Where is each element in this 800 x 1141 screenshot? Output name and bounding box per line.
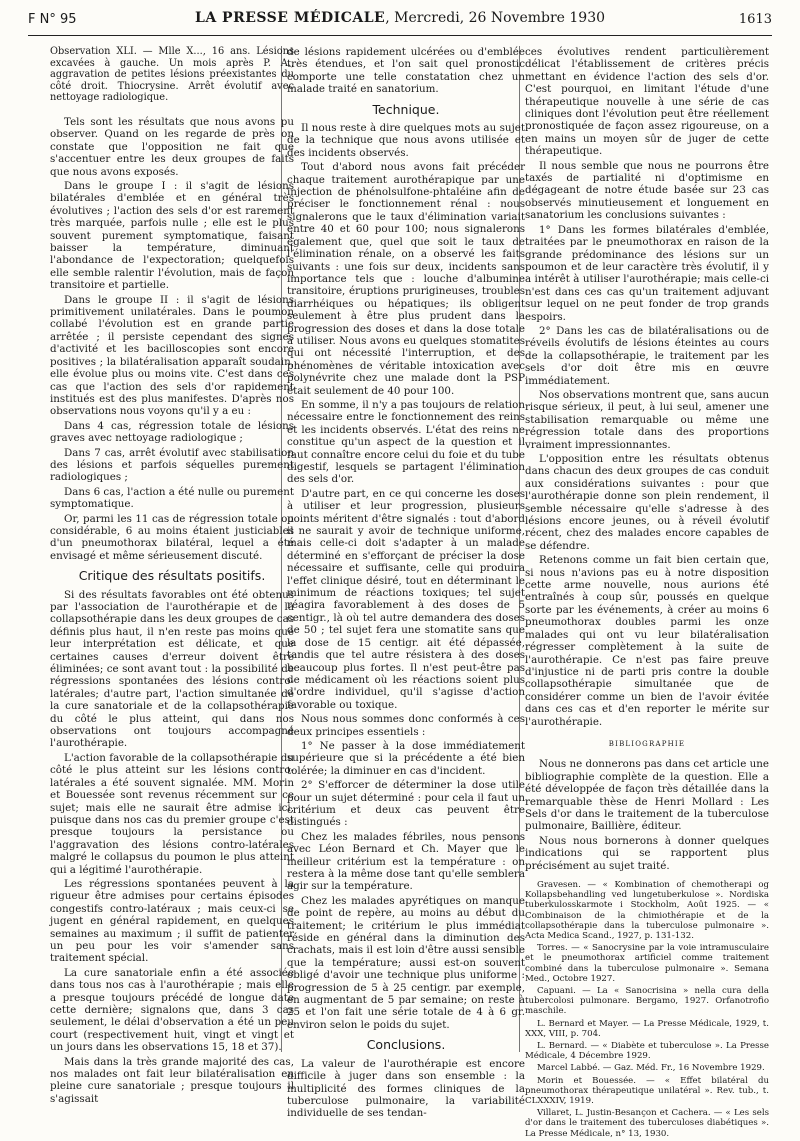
paragraph: D'autre part, en ce qui concerne les doses à utiliser et leur progression, plusieurs points méritent d'être signalés : tout d'abord il ne saurait y avoir de technique uniforme, mais celle-ci doit s'adapter à un malade déterminé en s'efforçant de préciser la dose nécessaire et suffisante, celle qui produira l'effet clinique désiré, tout en déterminant le minimum de réactions toxiques; tel sujet réagira favorablement à des doses de 5 centigr., là où tel autre demandera des doses de 50 ; tel sujet fera une stomatite sans que la dose de 15 centigr. ait été dépassée, tandis que tel autre résistera à des doses beaucoup plus fortes. Il n'est peut-être pas de médicament où les réactions soient plus d'ordre individuel, qu'il s'agisse d'action favorable ou toxique. xyxy=(287,487,525,711)
paragraph: Si des résultats favorables ont été obtenus par l'association de l'aurothérapie et de la collapsothérapie dans les deux groupes de cas définis plus haut, il n'en reste pas moins que leur interprétation est délicate, et que certaines causes d'erreur doivent être éliminées; ce sont avant tout : la possibilité de régressions spontanées des lésions contro-latérales; d'autre part, l'action simultanée de la cure sanatoriale et de la collapsothérapie du côté le plus atteint, qui dans nos observations ont toujours accompagné l'aurothérapie. xyxy=(50,588,294,750)
paragraph: L'opposition entre les résultats obtenus dans chacun des deux groupes de cas conduit aux considérations suivantes : pour que l'aurothérapie donne son plein rendement, il semble nécessaire qu'elle s'adresse à des lésions encore jeunes, ou à réveil évolutif récent, chez des malades encore capables de se défendre. xyxy=(525,453,769,552)
column-1 xyxy=(50,46,294,1107)
paragraph: Tels sont les résultats que nous avons pu observer. Quand on les regarde de près on constate que l'opposition ne fait que s'accentuer entre les deux groupes de faits que nous avons exposés. xyxy=(50,115,294,178)
page-number: 1613 xyxy=(738,12,772,27)
paragraph: L'action favorable de la collapsothérapie du côté le plus atteint sur les lésions contro-latérales a été souvent signalée. MM. Morin et Bouessée sont revenus récemment sur ce sujet; mais elle ne saurait être admise ici, puisque dans nos cas du premier groupe c'est presque toujours la persistance ou l'aggravation des lésions contro-latérales malgré le collapsus du poumon le plus atteint qui a légitimé l'aurothérapie. xyxy=(50,751,294,876)
paragraph: En somme, il n'y a pas toujours de relation nécessaire entre le fonctionnement des reins et les incidents observés. L'état des reins ne constitue qu'un aspect de la question et il faut connaître encore celui du foie et du tube digestif, lesquels se partagent l'élimination des sels d'or. xyxy=(287,398,525,486)
running-title xyxy=(28,10,772,26)
reference: Villaret, L. Justin-Besançon et Cachera. — « Les sels d'or dans le traitement des tuberculoses diabétiques ». La Presse Médicale, n° 13, 1930. xyxy=(525,1108,769,1139)
paragraph: Nous nous bornerons à donner quelques indications qui se rapportent plus précisément au sujet traité. xyxy=(525,834,769,872)
paragraph: Dans 7 cas, arrêt évolutif avec stabilisation des lésions et parfois séquelles purement radiologiques ; xyxy=(50,446,294,484)
section-heading: Critique des résultats positifs. xyxy=(78,568,266,584)
paragraph: Tout d'abord nous avons fait précéder chaque traitement aurothérapique par une injection de phénolsulfone-phtaléine afin de préciser le fonctionnement rénal : nous signalerons que le taux d'élimination variait entre 40 et 60 pour 100; nous signalerons également que, quel que soit le taux de l'élimination rénale, on a observé les faits suivants : une fois sur deux, incidents sans importance tels que : louche d'albumine transitoire, éruptions prurigineuses, troubles diarrhéiques ou hépatiques; ils obligent seulement à être plus prudent dans la progression des doses et dans la dose totale à utiliser. Nous avons eu quelques stomatites qui ont nécessité l'interruption, et des phénomènes de véritable intoxication avec polynévrite chez une malade dont la PSP était seulement de 40 pour 100. xyxy=(287,161,525,397)
reference: L. Bernard et Mayer. — La Presse Médicale, 1929, t. XXX, VIII, p. 704. xyxy=(525,1018,769,1039)
paragraph: Or, parmi les 11 cas de régression totale ou considérable, 6 au moins étaient justiciables d'un pneumothorax bilatéral, lequel a été envisagé et même sérieusement discuté. xyxy=(50,512,294,562)
paragraph: La cure sanatoriale enfin a été associée dans tous nos cas à l'aurothérapie ; mais elle a presque toujours précédé de longue date cette dernière; signalons que, dans 3 cas seulement, le délai d'observation a été un peu court (respectivement huit, vingt et vingt et un jours dans les observations 15, 18 et 37). xyxy=(50,966,294,1054)
reference: Gravesen. — « Kombination of chemotherapi og Kollapsbehandling ved lungetuberkulose ». Nordiska tuberkulosskarmote i Stockholm, Août 1925. — « Combinaison de la chimiothérapie et de la collapsothérapie dans la tuberculose pulmonaire ». Acta Medica Scand., 1927, p. 131-132. xyxy=(525,880,769,942)
paragraph: 1° Dans les formes bilatérales d'emblée, traitées par le pneumothorax en raison de la grande prédominance des lésions sur un poumon et de leur caractère très évolutif, il y a intérêt à utiliser l'aurothérapie; mais celle-ci n'est dans ces cas qu'un traitement adjuvant sur lequel on ne peut fonder de trop grands espoirs. xyxy=(525,223,769,323)
paragraph: Nous ne donnerons pas dans cet article une bibliographie complète de la question. Elle a été développée de façon très détaillée dans la remarquable thèse de Henri Mollard : Les Sels d'or dans le traitement de la tuberculose pulmonaire, Baillière, éditeur. xyxy=(525,758,769,833)
issue-date: , Mercredi, 26 Novembre 1930 xyxy=(385,10,606,26)
reference: Morin et Bouessée. — « Effet bilatéral du pneumothorax thérapeutique unilatéral ». Rev. tub., t. CLXXXIV, 1919. xyxy=(525,1075,769,1107)
paragraph: Nos observations montrent que, sans aucun risque sérieux, il peut, à lui seul, amener une stabilisation remarquable ou même une régression totale dans des proportions vraiment impressionnantes. xyxy=(525,388,769,451)
header-rule xyxy=(28,35,772,36)
observation-41: Observation XLI. — Mlle X..., 16 ans. Lésions excavées à gauche. Un mois après P. A., aggravation de petites lésions préexistantes du côté droit. Thiocrysine. Arrêt évolutif avec nettoyage radiologique. xyxy=(50,46,294,104)
paragraph: Dans le groupe II : il s'agit de lésions primitivement unilatérales. Dans le poumon collabé l'évolution est en grande partie arrêtée ; il persiste cependant des signes d'activité et les bacilloscopies sont encore positives ; la bilatéralisation apparaît soudain, elle évolue plus ou moins vite. C'est dans ces cas que l'action des sels d'or rapidement institués est des plus manifestes. D'après nos observations nous voyons qu'il y a eu : xyxy=(50,293,294,418)
reference: Marcel Labbé. — Gaz. Méd. Fr., 16 Novembre 1929. xyxy=(537,1063,765,1074)
paragraph: Dans 4 cas, régression totale de lésions graves avec nettoyage radiologique ; xyxy=(50,419,294,445)
reference: Capuani. — La « Sanocrisina » nella cura della tubercolosi pulmonare. Bergamo, 1927. Orfanotrofio maschile. xyxy=(525,986,769,1017)
paragraph: Chez les malades fébriles, nous pensons avec Léon Bernard et Ch. Mayer que le meilleur critérium est la température : on restera à la même dose tant qu'elle semblera agir sur la température. xyxy=(287,830,525,893)
column-3 xyxy=(525,46,769,1141)
paragraph: Retenons comme un fait bien certain que, si nous n'avions pas eu à notre disposition cette arme nouvelle, nous aurions été entraînés à coup sûr, poussés en quelque sorte par les événements, à créer au moins 6 pneumothorax doubles parmi les onze malades qui ont vu leur bilatéralisation régresser complètement à la suite de l'aurothérapie. Ce n'est pas faire preuve d'injustice ni de parti pris contre la double collapsothérapie simultanée que de considérer comme un bien de l'avoir évitée dans ces cas et d'en reporter le mérite sur l'aurothérapie. xyxy=(525,554,769,728)
section-heading: Conclusions. xyxy=(366,1037,446,1053)
paragraph: Dans 6 cas, l'action a été nulle ou purement symptomatique. xyxy=(50,485,294,511)
column-2 xyxy=(287,46,525,1122)
paragraph: La valeur de l'aurothérapie est encore difficile à juger dans son ensemble : la multiplicité des formes cliniques de la tuberculose pulmonaire, la variabilité individuelle de ses tendan- xyxy=(287,1057,525,1120)
issue-number: F N° 95 xyxy=(28,12,77,27)
paragraph: Nous nous sommes donc conformés à ces deux principes essentiels : xyxy=(287,713,525,738)
paragraph: 1° Ne passer à la dose immédiatement supérieure que si la précédente a été bien tolérée; la diminuer en cas d'incident. xyxy=(287,739,525,777)
paragraph: Il nous semble que nous ne pourrons être taxés de partialité ni d'optimisme en dégageant de notre étude basée sur 23 cas observés minutieusement et longuement en sanatorium les conclusions suivantes : xyxy=(525,159,769,222)
paragraph: de lésions rapidement ulcérées ou d'emblée très étendues, et l'on sait quel pronostic comporte une telle constatation chez un malade traité en sanatorium. xyxy=(287,46,525,96)
paragraph: Dans le groupe I : il s'agit de lésions bilatérales d'emblée et en général très évolutives ; l'action des sels d'or est rarement très marquée, parfois nulle ; elle est le plus souvent purement symptomatique, faisant baisser la température, diminuant l'abondance de l'expectoration; quelquefois elle semble ralentir l'évolution, mais de façon transitoire et partielle. xyxy=(50,180,294,292)
paragraph: Chez les malades apyrétiques on manque de point de repère, au moins au début du traitement; le critérium le plus immédiat réside en général dans la diminution des crachats, mais il est loin d'être aussi sensible que la température; aussi est-on souvent obligé d'avoir une technique plus uniforme : progression de 5 à 25 centigr. par exemple, en augmentant de 5 par semaine; on reste à 25 et l'on fait une série totale de 4 à 6 gr. environ selon le poids du sujet. xyxy=(287,894,525,1031)
page-header xyxy=(28,4,772,32)
paragraph: 2° Dans les cas de bilatéralisations ou de réveils évolutifs de lésions éteintes au cours de la collapsothérapie, le traitement par les sels d'or doit être mis en œuvre immédiatement. xyxy=(525,324,769,387)
section-heading: Technique. xyxy=(372,101,440,117)
paragraph: Les régressions spontanées peuvent à la rigueur être admises pour certains épisodes congestifs contro-latéraux ; mais ceux-ci se jugent en général rapidement, en quelques semaines au maximum ; il suffit de patienter un peu pour les voir s'amender sans traitement spécial. xyxy=(50,877,294,965)
paragraph: Mais dans la très grande majorité des cas, nos malades ont fait leur bilatéralisation en pleine cure sanatoriale ; presque toujours il s'agissait xyxy=(50,1055,294,1105)
paragraph: 2° S'efforcer de déterminer la dose utile pour un sujet déterminé : pour cela il faut un critérium et deux cas peuvent être distingués : xyxy=(287,779,525,829)
reference: Torres. — « Sanocrysine par la voie intramusculaire et le pneumothorax artificiel comme traitement combiné dans la tuberculose pulmonaire ». Semana Med., Octobre 1927. xyxy=(525,943,769,984)
reference: L. Bernard. — « Diabète et tuberculose ». La Presse Médicale, 4 Décembre 1929. xyxy=(525,1041,769,1062)
paragraph: ces évolutives rendent particulièrement délicat l'établissement de critères précis mettant en évidence l'action des sels d'or. C'est pourquoi, en limitant l'étude d'une thérapeutique nouvelle à une série de cas cliniques dont l'évolution peut être réellement pronostiquée de façon assez rigoureuse, on a en mains un moyen sûr de juger de cette thérapeutique. xyxy=(525,46,769,158)
journal-name: LA PRESSE MÉDICALE xyxy=(194,10,386,26)
paragraph: Il nous reste à dire quelques mots au sujet de la technique que nous avons utilisée et des incidents observés. xyxy=(287,122,525,159)
bibliography-heading: BIBLIOGRAPHIE xyxy=(608,739,686,748)
